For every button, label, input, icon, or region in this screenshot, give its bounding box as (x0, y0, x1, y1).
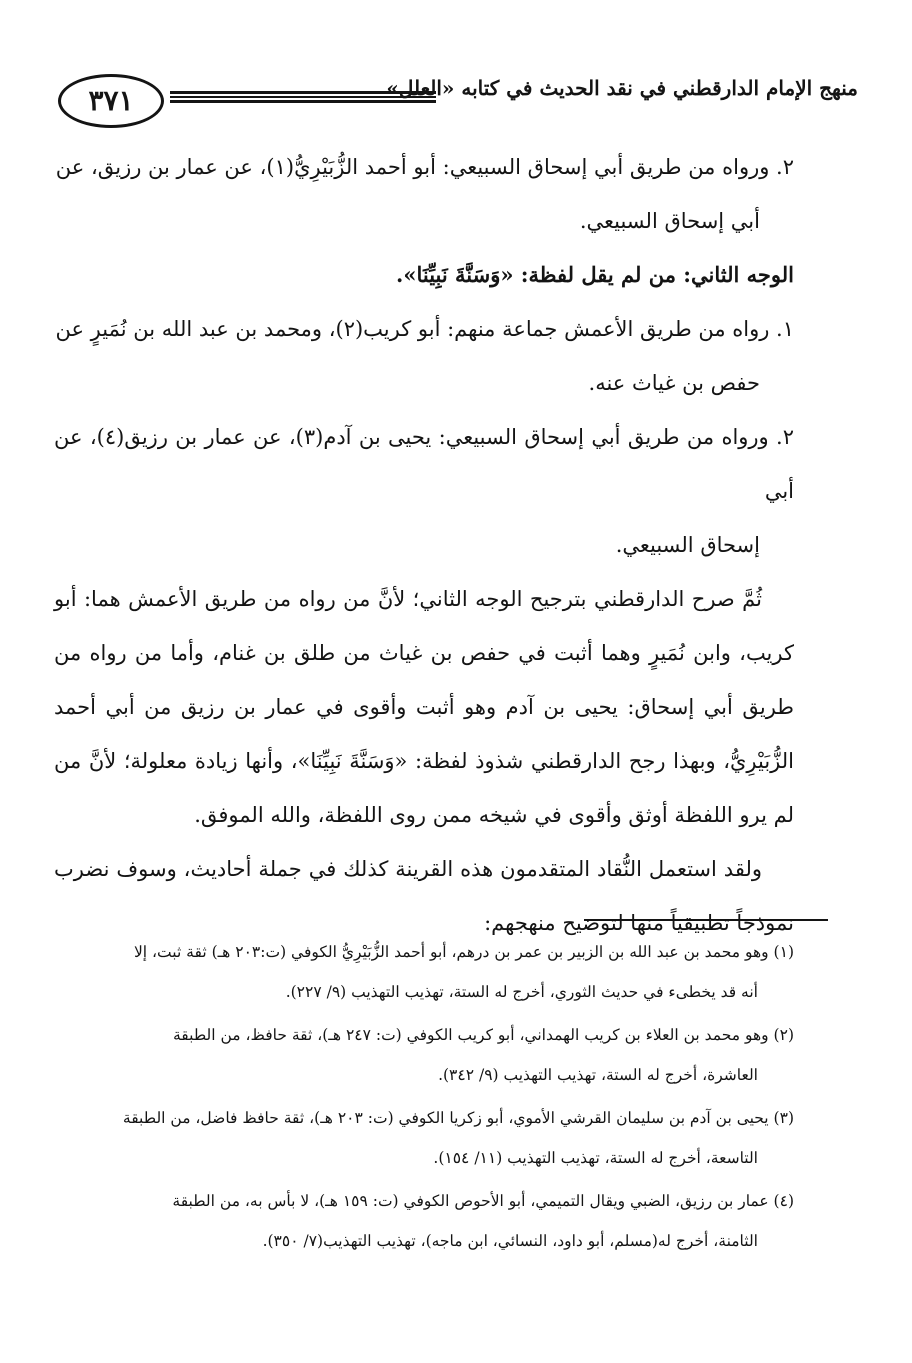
list-item (54, 410, 794, 572)
footnote-line: أنه قد يخطىء في حديث الثوري، أخرج له الستة، تهذيب التهذيب (٩/ ٢٢٧). (285, 983, 758, 1001)
main-text (54, 140, 794, 950)
footnote-line: العاشرة، أخرج له الستة، تهذيب التهذيب (٩/ ٣٤٢). (438, 1066, 758, 1084)
footnote (54, 1098, 794, 1178)
list-item-line: حفص بن غياث عنه. (588, 371, 760, 395)
footnote-line: (٤) عمار بن رزيق، الضبي ويقال التميمي، أبو الأحوص الكوفي (ت: ١٥٩ هـ)، لا بأس به، من الطبقة (172, 1192, 794, 1210)
footnote (54, 932, 794, 1012)
page-number: ٣٧١ (58, 74, 164, 128)
list-item-line: ٢. ورواه من طريق أبي إسحاق السبيعي: أبو أحمد الزُّبَيْرِيُّ(١)، عن عمار بن رزيق، عن (55, 155, 794, 179)
footnote-separator (584, 919, 828, 921)
list-item-line: إسحاق السبيعي. (615, 533, 760, 557)
list-item-line: ٢. ورواه من طريق أبي إسحاق السبيعي: يحيى بن آدم(٣)، عن عمار بن رزيق(٤)، عن أبي (54, 425, 794, 503)
paragraph: ثُمَّ صرح الدارقطني بترجيح الوجه الثاني؛ لأنَّ من رواه من طريق الأعمش هما: أبو كريب، وابن نُمَيرٍ وهما أثبت في حفص بن غياث من طلق بن غنام، وأما من رواه من طريق أبي إسحاق: يحيى بن آدم وهو أثبت وأقوى في عمار بن رزيق من أبي أحمد الزُّبَيْرِيُّ، وبهذا رجح الدارقطني شذوذ لفظة: «وَسَنَّةَ نَبِيِّنَا»، وأنها زيادة معلولة؛ لأنَّ من لم يرو اللفظة أوثق وأقوى في شيخه ممن روى اللفظة، والله الموفق. (54, 587, 794, 827)
list-item (54, 140, 794, 248)
footnote-line: (١) وهو محمد بن عبد الله بن الزبير بن عمر بن درهم، أبو أحمد الزُّبَيْرِيُّ الكوفي (ت:٢٠٣ هـ) ثقة ثبت، إلا (133, 943, 794, 961)
section-heading: الوجه الثاني: من لم يقل لفظة: «وَسَنَّةَ نَبِيِّنَا». (396, 262, 794, 287)
page-header (58, 70, 858, 136)
paragraph: ولقد استعمل النُّقاد المتقدمون هذه القرينة كذلك في جملة أحاديث، وسوف نضرب نموذجاً تطبيقياً منها لتوضيح منهجهم: (54, 857, 794, 935)
list-item-line: أبي إسحاق السبيعي. (579, 209, 760, 233)
footnote (54, 1181, 794, 1261)
footnote-line: الثامنة، أخرج له(مسلم، أبو داود، النسائي، ابن ماجه)، تهذيب التهذيب(٧/ ٣٥٠). (262, 1232, 758, 1250)
list-item (54, 302, 794, 410)
footnote-line: (٣) يحيى بن آدم بن سليمان القرشي الأموي، أبو زكريا الكوفي (ت: ٢٠٣ هـ)، ثقة حافظ فاضل، من الطبقة (122, 1109, 794, 1127)
footnotes (54, 932, 794, 1264)
running-title: منهج الإمام الدارقطني في نقد الحديث في كتابه «العلل» (386, 76, 858, 100)
footnote-line: (٢) وهو محمد بن العلاء بن كريب الهمداني، أبو كريب الكوفي (ت: ٢٤٧ هـ)، ثقة حافظ، من الطبقة (172, 1026, 794, 1044)
footnote-line: التاسعة، أخرج له الستة، تهذيب التهذيب (١١/ ١٥٤). (433, 1149, 758, 1167)
footnote (54, 1015, 794, 1095)
list-item-line: ١. رواه من طريق الأعمش جماعة منهم: أبو كريب(٢)، ومحمد بن عبد الله بن نُمَيرٍ عن (55, 317, 794, 341)
